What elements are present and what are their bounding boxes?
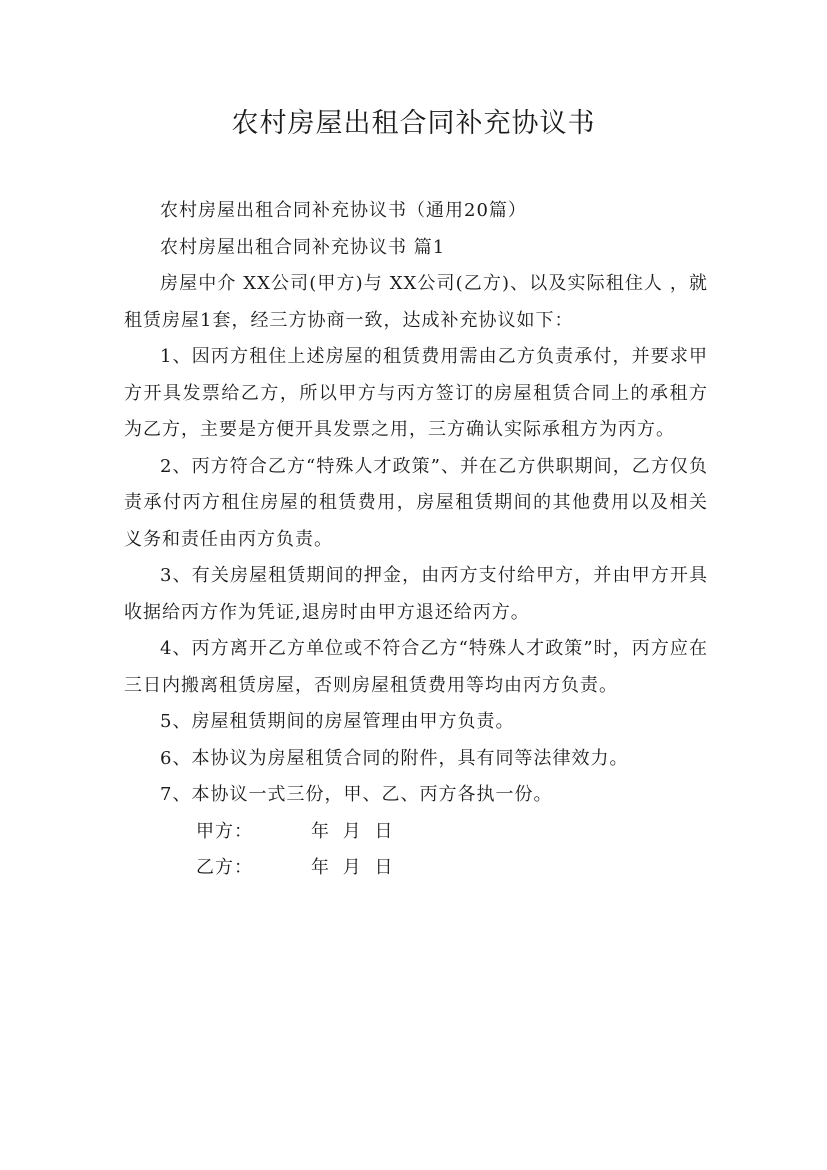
intro-paragraph: 房屋中介 XX公司(甲方)与 XX公司(乙方)、以及实际租住人 ，就租赁房屋1套，经三方协商一致，达成补充协议如下：	[124, 273, 708, 331]
document-body	[124, 193, 708, 887]
subtitle-line: 农村房屋出租合同补充协议书（通用20篇）	[160, 200, 527, 221]
clause-3: 3、有关房屋租赁期间的押金，由丙方支付给甲方，并由甲方开具收据给丙方作为凭证,退房时由甲方退还给丙方。	[124, 565, 708, 623]
clause-7: 7、本协议一式三份，甲、乙、丙方各执一份。	[160, 784, 553, 805]
document-title: 农村房屋出租合同补充协议书	[231, 108, 596, 139]
section-heading: 农村房屋出租合同补充协议书 篇1	[160, 236, 446, 258]
clause-1: 1、因丙方租住上述房屋的租赁费用需由乙方负责承付，并要求甲方开具发票给乙方，所以甲方与丙方签订的房屋租赁合同上的承租方为乙方，主要是方便开具发票之用，三方确认实际承租方为丙方。	[124, 346, 708, 440]
signature-line-party-a	[124, 814, 708, 851]
party-b-date: 年 月 日	[311, 857, 394, 878]
clause-4: 4、丙方离开乙方单位或不符合乙方“特殊人才政策”时，丙方应在三日内搬离租赁房屋，否则房屋租赁费用等均由丙方负责。	[124, 638, 708, 696]
party-a-date: 年 月 日	[311, 820, 394, 842]
clause-5: 5、房屋租赁期间的房屋管理由甲方负责。	[160, 711, 515, 732]
clause-2: 2、丙方符合乙方“特殊人才政策”、并在乙方供职期间，乙方仅负责承付丙方租住房屋的租赁费用，房屋租赁期间的其他费用以及相关义务和责任由丙方负责。	[124, 455, 708, 550]
party-b-label: 乙方：	[196, 857, 253, 878]
signature-line-party-b	[124, 850, 708, 887]
party-a-label: 甲方：	[196, 820, 253, 842]
clause-6: 6、本协议为房屋租赁合同的附件，具有同等法律效力。	[160, 747, 629, 769]
